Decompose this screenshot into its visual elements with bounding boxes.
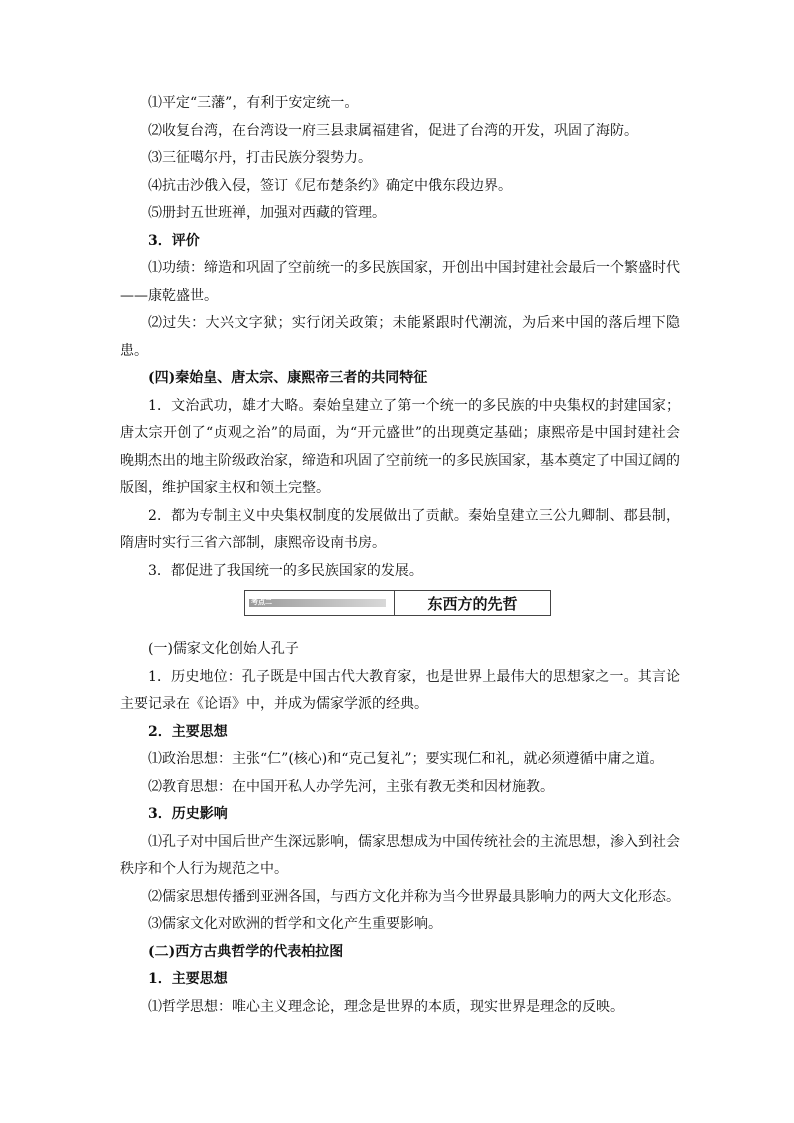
banner-tag-cell — [245, 591, 395, 615]
paragraph: 3．都促进了我国统一的多民族国家的发展。 — [148, 562, 423, 579]
paragraph: ⑴孔子对中国后世产生深远影响，儒家思想成为中国传统社会的主流思想，渗入到社会秩序和个人行为规范之中。 — [120, 833, 680, 877]
section-heading: (一)儒家文化创始人孔子 — [148, 641, 299, 657]
section-heading: 3．评价 — [148, 232, 200, 249]
paragraph: 2．都为专制主义中央集权制度的发展做出了贡献。秦始皇建立三公九卿制、郡县制，隋唐时实行三省六部制，康熙帝设南书房。 — [120, 507, 680, 551]
document-body — [120, 90, 680, 1021]
paragraph: ⑵收复台湾，在台湾设一府三县隶属福建省，促进了台湾的开发，巩固了海防。 — [148, 122, 638, 139]
paragraph: ⑸册封五世班禅，加强对西藏的管理。 — [148, 205, 386, 221]
section-heading: 1．主要思想 — [148, 971, 228, 987]
paragraph: ⑵过失：大兴文字狱；实行闭关政策；未能紧跟时代潮流，为后来中国的落后埋下隐患。 — [120, 315, 680, 359]
paragraph: ⑵儒家思想传播到亚洲各国，与西方文化并称为当今世界最具影响力的两大文化形态。 — [148, 888, 680, 905]
paragraph: ⑵教育思想：在中国开私人办学先河，主张有教无类和因材施教。 — [148, 778, 554, 795]
section-heading: 2．主要思想 — [148, 723, 228, 740]
paragraph: ⑴功绩：缔造和巩固了空前统一的多民族国家，开创出中国封建社会最后一个繁盛时代——康乾盛世。 — [120, 260, 680, 304]
paragraph: ⑴政治思想：主张“仁”(核心)和“克己复礼”；要实现仁和礼，就必须遵循中庸之道。 — [148, 751, 664, 767]
paragraph: ⑴平定“三藩”，有利于安定统一。 — [148, 95, 359, 111]
section-heading: 3．历史影响 — [148, 806, 228, 822]
topic-banner — [244, 590, 551, 616]
banner-title: 东西方的先哲 — [427, 594, 518, 613]
section-heading: (二)西方古典哲学的代表柏拉图 — [148, 943, 344, 960]
banner-tag: 考点二 — [251, 598, 272, 606]
paragraph: ⑶儒家文化对欧洲的哲学和文化产生重要影响。 — [148, 916, 442, 932]
paragraph: ⑶三征噶尔丹，打击民族分裂势力。 — [148, 150, 372, 166]
paragraph: 1．历史地位：孔子既是中国古代大教育家，也是世界上最伟大的思想家之一。其言论主要记录在《论语》中，并成为儒家学派的经典。 — [120, 668, 680, 712]
paragraph: 1．文治武功，雄才大略。秦始皇建立了第一个统一的多民族的中央集权的封建国家；唐太宗开创了“贞观之治”的局面，为“开元盛世”的出现奠定基础；康熙帝是中国封建社会晚期杰出的地主阶级政治家，缔造和巩固了空前统一的多民族国家，基本奠定了中国辽阔的版图，维护国家主权和领土完整。 — [120, 397, 680, 496]
spacer — [120, 624, 680, 636]
paragraph: ⑷抗击沙俄入侵，签订《尼布楚条约》确定中俄东段边界。 — [148, 177, 512, 194]
paragraph: ⑴哲学思想：唯心主义理念论，理念是世界的本质，现实世界是理念的反映。 — [148, 998, 624, 1015]
section-heading: (四)秦始皇、唐太宗、康熙帝三者的共同特征 — [148, 370, 428, 386]
